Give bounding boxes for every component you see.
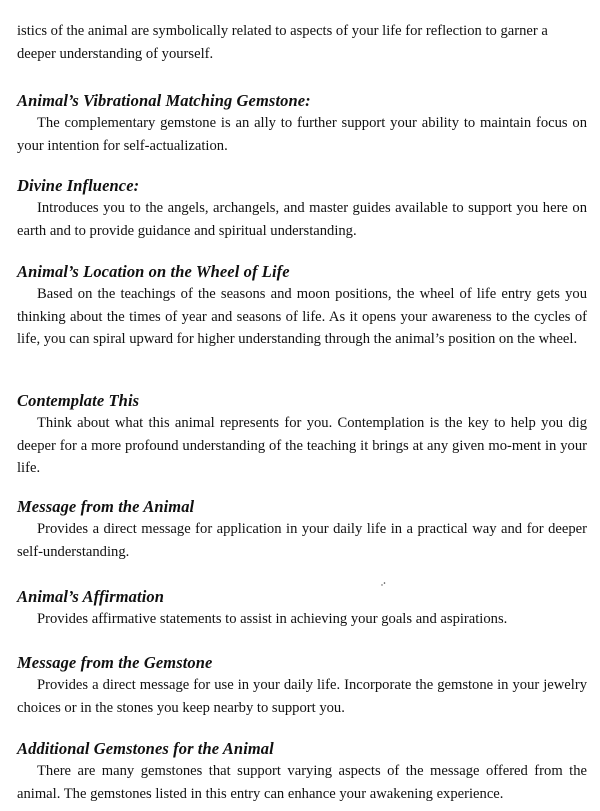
section-wheel-of-life (17, 261, 587, 351)
section-message-from-gemstone (17, 652, 587, 719)
scan-speck-mark (381, 582, 386, 586)
section-divine-influence (17, 175, 587, 242)
section-body: Provides affirmative statements to assist in achieving your goals and aspirations. (37, 611, 508, 627)
section-vibrational-gemstone (17, 90, 587, 157)
section-contemplate-this (17, 390, 587, 480)
section-animal-affirmation (17, 586, 587, 631)
section-heading: Animal’s Location on the Wheel of Life (17, 262, 290, 281)
section-body: Introduces you to the angels, archangels, and master guides available to support you here on earth and to provide guidance and spiritual understanding. (17, 200, 587, 239)
intro-paragraph: istics of the animal are symbolically related to aspects of your life for reflection to garner a deeper understanding of yourself. (17, 23, 548, 62)
section-heading: Message from the Animal (17, 497, 195, 516)
section-heading: Animal’s Vibrational Matching Gemstone: (17, 91, 311, 110)
section-heading: Additional Gemstones for the Animal (17, 739, 274, 758)
section-body: The complementary gemstone is an ally to further support your ability to maintain focus on your intention for self-actualization. (17, 115, 587, 154)
section-heading: Animal’s Affirmation (17, 587, 165, 606)
section-body: There are many gemstones that support varying aspects of the message offered from the animal. The gemstones listed in this entry can enhance your awakening experience. (17, 763, 587, 802)
section-body: Think about what this animal represents for you. Contemplation is the key to help you dig deeper for a more profound understanding of the teaching it brings at any given mo-ment in your life. (17, 415, 587, 476)
section-heading: Message from the Gemstone (17, 653, 213, 672)
section-body: Provides a direct message for application in your daily life in a practical way and for deeper self-understanding. (17, 521, 587, 560)
section-heading: Divine Influence: (17, 176, 140, 195)
section-body: Provides a direct message for use in your daily life. Incorporate the gemstone in your jewelry choices or in the stones you keep nearby to support you. (17, 677, 587, 716)
section-additional-gemstones (17, 738, 587, 805)
section-heading: Contemplate This (17, 391, 140, 410)
section-message-from-animal (17, 496, 587, 563)
section-body: Based on the teachings of the seasons and moon positions, the wheel of life entry gets you thinking about the times of year and seasons of life. As it opens your awareness to the cycles of life, you can spiral upward for higher understanding through the animal’s position on the wheel. (17, 286, 587, 347)
